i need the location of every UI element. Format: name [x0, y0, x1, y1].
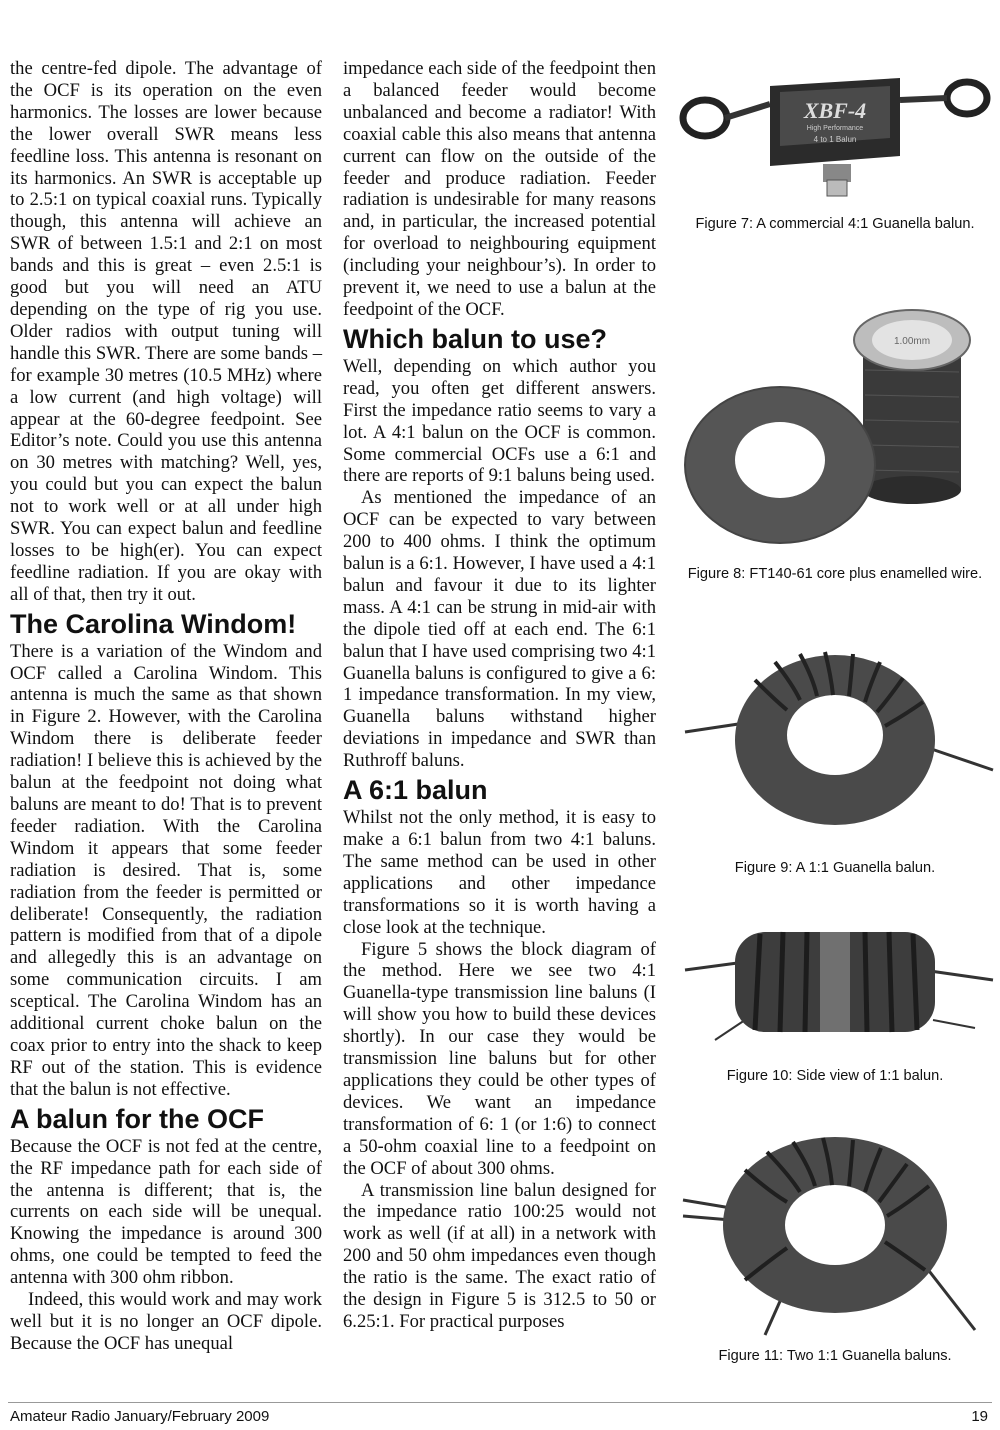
two-baluns-photo — [675, 1130, 995, 1340]
figure-11 — [672, 1130, 998, 1366]
figure-caption: Figure 8: FT140-61 core plus enamelled wire. — [687, 566, 983, 582]
section-heading: The Carolina Windom! — [10, 608, 297, 639]
figure-caption: Figure 7: A commercial 4:1 Guanella balun. — [695, 216, 975, 232]
figure-9 — [672, 640, 998, 878]
page-number: 19 — [971, 1408, 988, 1425]
balun-label-main: XBF-4 — [803, 98, 867, 123]
paragraph: Indeed, this would work and may work well but it is no longer an OCF dipole. Because the OCF has unequal — [10, 1289, 322, 1354]
figure-7 — [672, 68, 998, 234]
spool-label: 1.00mm — [893, 336, 931, 347]
text-column-middle — [343, 58, 656, 1333]
toroid-balun-photo — [675, 640, 995, 852]
figure-10 — [672, 910, 998, 1086]
section-heading: A balun for the OCF — [10, 1103, 264, 1134]
paragraph: There is a variation of the Windom and OCF called a Carolina Windom. This antenna is much the same as that shown in Figure 2. However, with the Carolina Windom there is deliberate feeder radiation! I believe this is achieved by the balun at the feedpoint not doing what baluns are meant to do! That is to prevent feeder radiation. With the Carolina Windom it appears that some feeder radiation is desired. That is, some radiation from the feeder is permitted or deliberate! Consequently, the radiation pattern is modified from that of a dipole and allegedly this is an advantage on some communication circuits. I am sceptical. The Carolina Windom has an additional current choke balun on the coax prior to entry into the shack to keep RF out of the station. This is evidence that the balun is not effective. — [10, 640, 322, 1100]
section-heading: A 6:1 balun — [343, 775, 488, 806]
text-column-left — [10, 58, 322, 1355]
core-and-wire-photo — [675, 300, 995, 558]
figure-caption: Figure 11: Two 1:1 Guanella baluns. — [718, 1348, 952, 1364]
balun-box-photo — [675, 68, 995, 208]
section-heading: Which balun to use? — [343, 323, 607, 354]
paragraph: A transmission line balun designed for the impedance ratio 100:25 would not work as well (if at all) in a network with 200 and 50 ohm impedances even though the ratio is the same. The exact ratio of the design in Figure 5 is 312.5 to 50 or 6.25:1. For practical purposes — [343, 1179, 656, 1332]
paragraph: Whilst not the only method, it is easy to make a 6:1 balun from two 4:1 baluns. The same method can be used in other applications and other impedance transformations so it is worth having a close look at the technique. — [343, 807, 656, 938]
footer-divider — [8, 1402, 992, 1403]
paragraph: As mentioned the impedance of an OCF can be expected to vary between 200 to 400 ohms. I think the optimum balun is a 6:1. However, I have used a 4:1 balun and favour it due to its lighter mass. A 4:1 can be strung in mid-air with the dipole tied off at each end. The 6:1 balun that I have used comprising two 4:1 Guanella baluns is configured to give a 6: 1 impedance transformation. In my view, Guanella baluns withstand higher deviations in impedance and SWR than Ruthroff baluns. — [343, 487, 656, 772]
paragraph: impedance each side of the feedpoint then a balanced feeder would become unbalanced and become a radiator! With coaxial cable this also means that antenna current can flow on the outside of the feeder and produce radiation. Feeder radiation is undesirable for many reasons and, in particular, the increased potential for overload to neighbouring equipment (including your neighbour’s). In order to prevent it, we need to use a balun at the feedpoint of the OCF. — [343, 58, 656, 320]
paragraph: Figure 5 shows the block diagram of the method. Here we see two 4:1 Guanella-type transmission line baluns (I will show you how to build these devices shortly). In our case they would be transmission line baluns but for other applications they could be other types of devices. We want an impedance transformation of 6: 1 (or 1:6) to connect a 50-ohm coaxial line to a feedpoint on the OCF of about 300 ohms. — [343, 938, 656, 1179]
footer-publication: Amateur Radio January/February 2009 — [10, 1408, 270, 1425]
balun-label-sub: High Performance — [806, 125, 864, 132]
paragraph: Well, depending on which author you read, you often get different answers. First the impedance ratio seems to vary a lot. A 4:1 balun on the OCF is common. Some commercial OCFs use a 6:1 and there are reports of 9:1 baluns being used. — [343, 355, 656, 487]
paragraph: the centre-fed dipole. The advantage of the OCF is its operation on the even harmonics. The losses are lower because the lower overall SWR means less feedline loss. This antenna is resonant on its harmonics. An SWR is acceptable up to 2.5:1 on typical coaxial runs. Typically though, this antenna will achieve an SWR of between 1.5:1 and 2:1 on most bands and this is great – even 2.5:1 is good but you will need an ATU depending on the type of rig you use. Older radios with output tuning will handle this SWR. There are some bands – for example 30 metres (10.5 MHz) where a low current (and high voltage) will appear at the 60-degree feedpoint. See Editor’s note. Could you use this antenna on 30 metres with matching? Well, yes, you could but you can expect the balun not to work well or at all under high SWR. You can expect balun and feedline losses to be high(er). You can expect feedline radiation. If you are okay with all of that, then try it out. — [10, 58, 322, 605]
paragraph: Because the OCF is not fed at the centre, the RF impedance path for each side of the antenna is different; that is, the currents on each side will be unequal. Knowing the impedance is around 300 ohms, one could be tempted to feed the antenna with 300 ohm ribbon. — [10, 1135, 322, 1289]
figure-caption: Figure 9: A 1:1 Guanella balun. — [734, 860, 936, 876]
balun-label-ratio: 4 to 1 Balun — [813, 135, 857, 144]
figure-caption: Figure 10: Side view of 1:1 balun. — [726, 1068, 944, 1084]
balun-side-view-photo — [675, 910, 995, 1060]
figure-8 — [672, 300, 998, 584]
